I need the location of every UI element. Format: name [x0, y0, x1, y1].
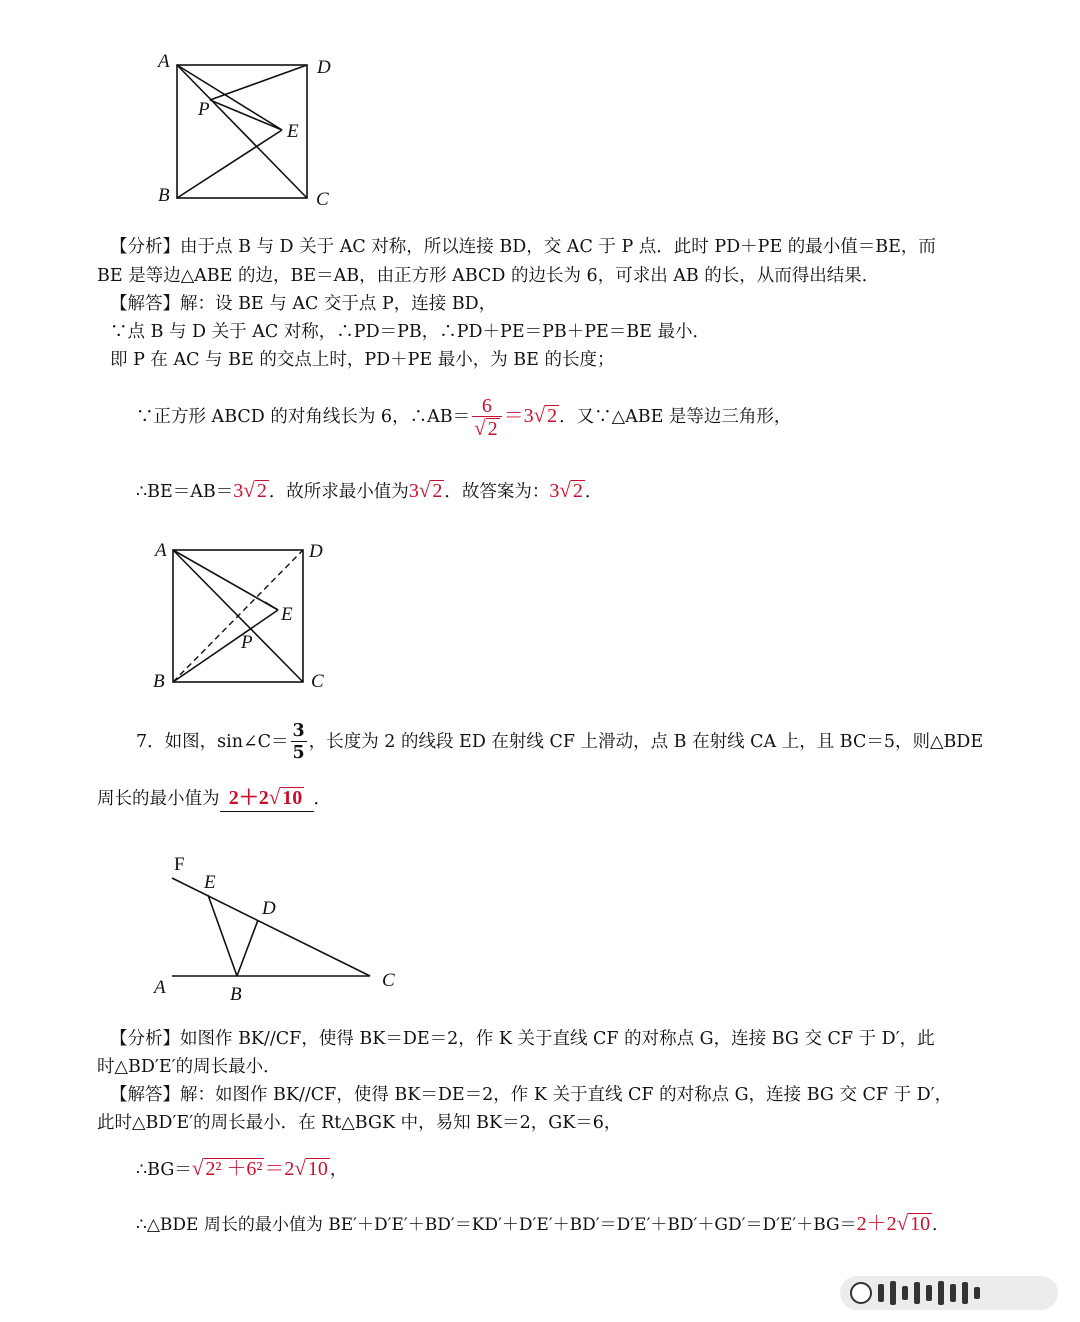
segment-dp	[210, 65, 307, 100]
label-d-2: D	[309, 541, 323, 562]
bar-icon	[938, 1281, 944, 1305]
fraction-numerator: 6	[481, 394, 492, 417]
label-e-3: E	[204, 872, 216, 893]
label-d: D	[317, 57, 331, 78]
bg-rad2: 10	[307, 1158, 328, 1180]
segment-db-3	[237, 920, 258, 976]
solution-tag: 【解答】	[110, 294, 180, 314]
segment-ae	[177, 65, 282, 130]
solution-text-5b: ．故所求最小值为	[268, 482, 409, 502]
problem-7-stem-b: ，长度为 2 的线段 ED 在射线 CF 上滑动，点 B 在射线 CA 上，且 BC＝5，则△BDE	[308, 732, 984, 752]
solution-text-5a: ∴BE＝AB＝	[136, 482, 234, 502]
figure-1-square	[150, 45, 350, 215]
label-e: E	[287, 121, 299, 142]
label-e-2: E	[281, 604, 293, 625]
label-f-3: F	[174, 854, 185, 875]
answer-blank: 2＋2√ 10	[220, 785, 314, 812]
segment-e-tick	[265, 602, 278, 610]
solution-line-4: ∵正方形 ABCD 的对角线长为 6，∴AB＝ $\frac{6}{√ 2}$ ＝3√ 2 ．又∵△ABE 是等边三角形，	[136, 394, 792, 440]
answer-rad-3: 2	[572, 480, 583, 502]
solution-2-line-2	[97, 1111, 621, 1135]
problem-7-stem-end: ．	[313, 789, 331, 809]
final-answer: 2＋2	[856, 1213, 897, 1235]
figure-1-svg	[150, 45, 350, 215]
solution-2-text-2: 此时△BD′E′的周长最小．在 Rt△BGK 中，易知 BK＝2，GK＝6，	[97, 1113, 622, 1133]
sqrt-2: 2	[487, 417, 498, 440]
fraction-denominator: √ 2	[472, 416, 502, 440]
solution-text-5c: ．故答案为：	[444, 482, 550, 502]
label-c: C	[316, 189, 329, 210]
answer-7-rad: 10	[282, 787, 303, 809]
bg-line: ∴BG＝√ 2² ＋6² ＝2√ 10 ，	[136, 1156, 348, 1180]
bg-eq: ＝2	[264, 1158, 295, 1180]
answer-coef-1: 3	[233, 480, 244, 502]
bg-radicand: 2² ＋6²	[205, 1158, 263, 1180]
sin-numerator: 3	[292, 721, 305, 741]
final-rad: 10	[910, 1213, 931, 1235]
solution-line-2	[110, 320, 710, 344]
label-a-2: A	[155, 540, 167, 561]
bar-icon	[962, 1282, 968, 1304]
analysis-text-2: BE 是等边△ABE 的边，BE＝AB，由正方形 ABCD 的边长为 6，可求出 AB 的长，从而得出结果．	[97, 266, 880, 286]
label-p: P	[198, 99, 210, 120]
label-a-3: A	[154, 977, 166, 998]
segment-eb-2	[173, 610, 278, 682]
final-line: ∴△BDE 周长的最小值为 BE′＋D′E′＋BD′＝KD′＋D′E′＋BD′＝D′E′＋BD′＋GD′＝D′E′＋BG＝2＋2√ 10 ．	[136, 1211, 950, 1235]
solution-text-5d: ．	[584, 482, 603, 502]
answer-7-a: 2＋2	[228, 787, 269, 809]
analysis-text-1: 由于点 B 与 D 关于 AC 对称，所以连接 BD，交 AC 于 P 点．此时 PD＋PE 的最小值＝BE，而	[180, 237, 936, 257]
final-end: ．	[932, 1215, 950, 1235]
solution-2-line-1	[110, 1083, 952, 1107]
solution-text-4b: ．又∵△ABE 是等边三角形，	[559, 407, 792, 427]
solution-text-2: ∵点 B 与 D 关于 AC 对称，∴PD＝PB，∴PD＋PE＝PB＋PE＝BE 最小．	[110, 322, 710, 342]
sqrt-2-result: 2	[547, 405, 558, 427]
bar-icon	[914, 1282, 920, 1304]
viewer-control-bar[interactable]	[840, 1276, 1058, 1310]
label-c-3: C	[382, 970, 395, 991]
solution-text-3: 即 P 在 AC 与 BE 的交点上时，PD＋PE 最小，为 BE 的长度；	[110, 350, 615, 370]
problem-7-line-2	[97, 785, 331, 812]
bar-icon	[890, 1281, 896, 1305]
segment-ae-2	[173, 550, 278, 610]
label-d-3: D	[262, 898, 276, 919]
figure-2-svg	[145, 532, 345, 702]
solution-2-tag: 【解答】	[110, 1085, 180, 1105]
figure-3-svg	[140, 848, 420, 1008]
bar-icon	[974, 1287, 980, 1299]
bar-icon	[902, 1286, 908, 1300]
analysis-2-text-1: 如图作 BK//CF，使得 BK＝DE＝2，作 K 关于直线 CF 的对称点 G，连接 BG 交 CF 于 D′，此	[180, 1029, 935, 1049]
solution-2-text-1: 解：如图作 BK//CF，使得 BK＝DE＝2，作 K 关于直线 CF 的对称点 G，连接 BG 交 CF 于 D′，	[180, 1085, 953, 1105]
analysis-2-line-2	[97, 1055, 281, 1079]
solution-line-5: ∴BE＝AB＝3√ 2 ．故所求最小值为3√ 2 ．故答案为：3√ 2 ．	[136, 478, 603, 502]
bar-icon	[950, 1284, 956, 1302]
label-p-2: P	[241, 632, 253, 653]
figure-3-triangle	[140, 848, 420, 1008]
label-b: B	[158, 185, 170, 206]
bar-icon	[878, 1284, 884, 1302]
analysis-2-line-1	[110, 1027, 935, 1051]
sin-denominator: 5	[292, 743, 305, 763]
problem-7-stem-a: 7．如图，sin∠C＝	[136, 732, 289, 752]
solution-text-4a: ∵正方形 ABCD 的对角线长为 6，∴AB＝	[136, 407, 471, 427]
problem-7-stem-c: 周长的最小值为	[97, 789, 220, 809]
bg-text-a: ∴BG＝	[136, 1160, 192, 1180]
segment-pe	[210, 100, 282, 130]
bg-end: ，	[329, 1160, 348, 1180]
analysis-2-text-2: 时△BD′E′的周长最小．	[97, 1057, 281, 1077]
segment-be	[177, 130, 282, 198]
analysis-line-2	[97, 264, 879, 288]
answer-coef-3: 3	[549, 480, 560, 502]
answer-coef-2: 3	[408, 480, 419, 502]
solution-line-3	[110, 348, 615, 372]
answer-rad-1: 2	[256, 480, 267, 502]
answer-rad-2: 2	[432, 480, 443, 502]
label-c-2: C	[311, 671, 324, 692]
problem-7-line-1	[136, 718, 983, 766]
ray-cf	[172, 878, 370, 976]
label-b-2: B	[153, 671, 165, 692]
final-text: ∴△BDE 周长的最小值为 BE′＋D′E′＋BD′＝KD′＋D′E′＋BD′＝D′E′＋BD′＋GD′＝D′E′＋BG＝	[136, 1215, 857, 1235]
label-a: A	[158, 51, 170, 72]
eq-result: ＝3	[503, 405, 534, 427]
bar-icon	[926, 1285, 932, 1301]
analysis-tag: 【分析】	[110, 237, 180, 257]
analysis-line-1	[110, 235, 936, 259]
sin-fraction	[291, 721, 307, 764]
analysis-2-tag: 【分析】	[110, 1029, 180, 1049]
fraction-6-over-root2	[472, 396, 502, 440]
label-b-3: B	[230, 984, 242, 1005]
solution-text-1: 解：设 BE 与 AC 交于点 P，连接 BD，	[180, 294, 497, 314]
circle-icon[interactable]	[850, 1282, 872, 1304]
figure-2-square	[145, 532, 345, 702]
solution-line-1	[110, 292, 496, 316]
